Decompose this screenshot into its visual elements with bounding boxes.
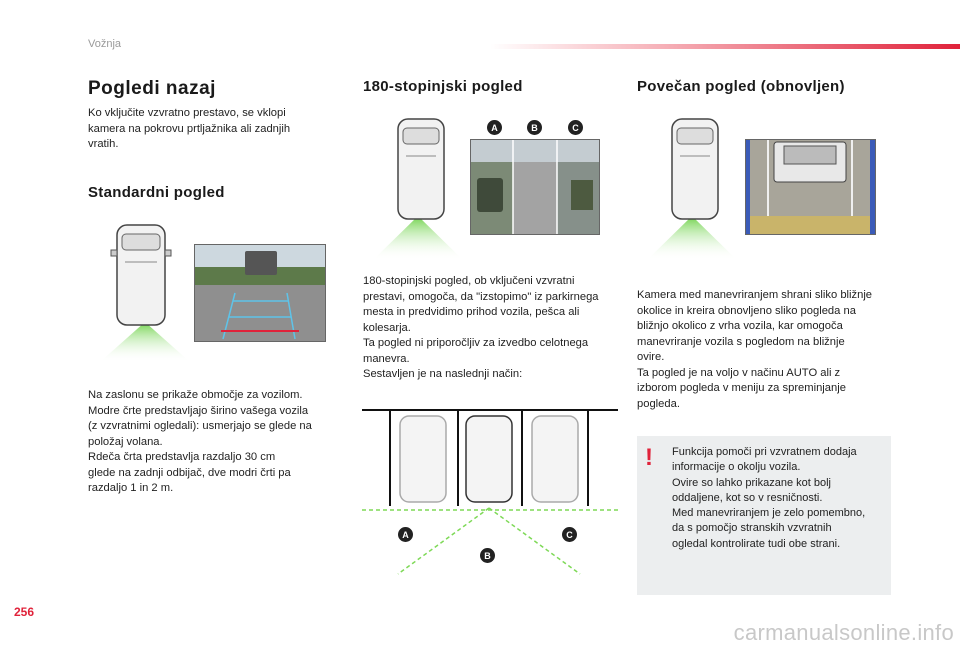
zoom-view-text: Kamera med manevriranjem shrani sliko bližnje okolice in kreira obnovljeno sliko pogleda na bližnjo okolico z vrha vozila, kar omogoča manevriranje vozila s pogledom na bližnje ovire. Ta pogled je na voljo v načinu AUTO ali z izborom pogleda v meniju za spreminjanje pogleda. (637, 289, 873, 410)
badge-b: B (527, 120, 542, 135)
section-label: Vožnja (88, 38, 122, 50)
header-red-bar (490, 44, 960, 49)
standard-view-heading: Standardni pogled (88, 184, 225, 201)
diagram-badge-b: B (480, 548, 495, 563)
car-top-view-zoom-icon (642, 116, 742, 262)
standard-view-text: Na zaslonu se prikaže območje za vozilom. Modre črte predstavljajo širino vašega vozila (z vzvratnimi ogledali): usmerjajo se glede na položaj volana. Rdeča črta predstavlja razdaljo 30 cm glede na zadnji odbijač, dve modri črti pa razdaljo 1 in 2 m. (88, 389, 312, 494)
intro-text: Ko vključite vzvratno prestavo, se vklopi kamera na pokrovu prtljažnika ali zadnjih vratih. (88, 107, 291, 150)
view-180-camera-image (470, 139, 600, 235)
watermark: carmanualsonline.info (733, 620, 954, 645)
diagram-badge-c: C (562, 527, 577, 542)
standard-camera-image (194, 244, 326, 342)
badge-c: C (568, 120, 583, 135)
view-180-text: 180-stopinjski pogled, ob vključeni vzvratni prestavi, omogoča, da "izstopimo" iz parkirnega mesta in predvidimo prihod vozila, pešca ali kolesarja. Ta pogled ni priporočljiv za izvedbo celotnega manevra. Sestavljen je na naslednji način: (363, 275, 599, 380)
zoom-view-heading: Povečan pogled (obnovljen) (637, 78, 845, 95)
badge-a: A (487, 120, 502, 135)
page-number: 256 (14, 605, 35, 619)
view-180-heading: 180-stopinjski pogled (363, 78, 523, 95)
warning-icon: ! (645, 444, 653, 471)
page-title: Pogledi nazaj (88, 78, 216, 99)
car-top-view-icon (95, 222, 195, 364)
car-top-view-180-icon (368, 116, 468, 262)
zoom-camera-image (745, 139, 876, 235)
diagram-badge-a: A (398, 527, 413, 542)
warning-note-text: Funkcija pomoči pri vzvratnem dodaja informacije o okolju vozila. Ovire so lahko prikazane kot bolj oddaljene, kot so v resničnosti. Med manevriranjem je zelo pomembno, da s pomočjo stranskih vzvratnih ogledal kontrolirate tudi obe strani. (672, 446, 866, 550)
